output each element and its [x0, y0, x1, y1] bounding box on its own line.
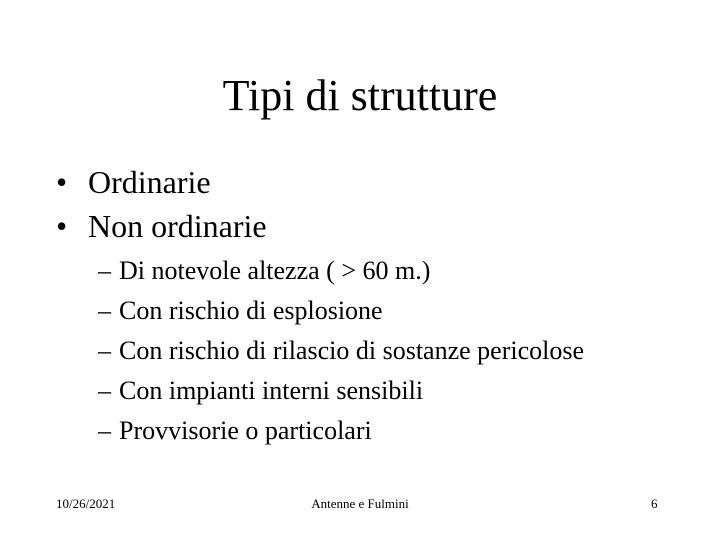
bullet-marker: • [56, 208, 68, 244]
bullet-marker: • [56, 164, 68, 200]
bullet-item [56, 204, 267, 248]
footer-page-number: 6 [651, 496, 658, 511]
bullet-text: Ordinarie [88, 164, 211, 200]
bullet-list [56, 160, 267, 248]
sub-bullet-item [98, 411, 584, 451]
sub-bullet-item [98, 331, 584, 371]
sub-bullet-list [98, 251, 584, 451]
slide-title: Tipi di strutture [222, 71, 498, 120]
sub-bullet-item [98, 371, 584, 411]
sub-bullet-item [98, 251, 584, 291]
footer-date: 10/26/2021 [56, 496, 116, 511]
bullet-item [56, 160, 267, 204]
sub-bullet-item [98, 291, 584, 331]
sub-bullet-text: Con rischio di rilascio di sostanze pericolose [119, 336, 585, 365]
sub-bullet-marker: – [98, 256, 111, 285]
sub-bullet-text: Con rischio di esplosione [119, 296, 383, 325]
sub-bullet-marker: – [98, 416, 111, 445]
sub-bullet-text: Provvisorie o particolari [119, 416, 372, 445]
sub-bullet-marker: – [98, 296, 111, 325]
sub-bullet-marker: – [98, 376, 111, 405]
bullet-text: Non ordinarie [88, 208, 267, 244]
footer-title: Antenne e Fulmini [311, 496, 409, 511]
sub-bullet-marker: – [98, 336, 111, 365]
sub-bullet-text: Di notevole altezza ( > 60 m.) [119, 256, 431, 285]
sub-bullet-text: Con impianti interni sensibili [119, 376, 424, 405]
